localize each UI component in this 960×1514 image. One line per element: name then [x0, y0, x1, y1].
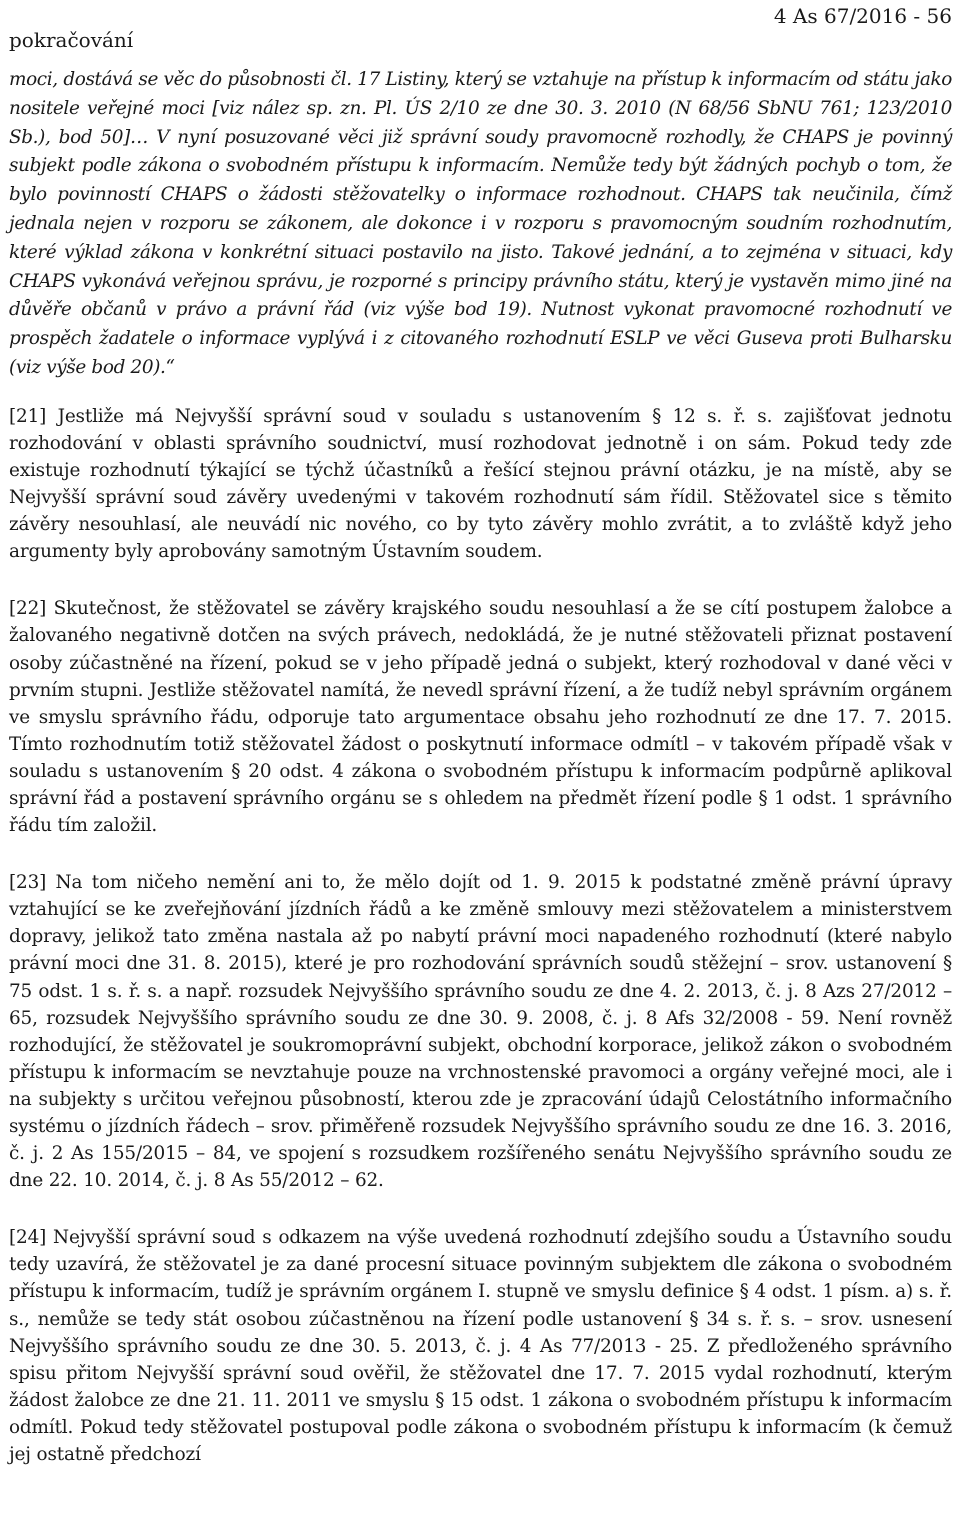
continuation-label: pokračování — [9, 28, 134, 52]
paragraph-22: [22] Skutečnost, že stěžovatel se závěry krajského soudu nesouhlasí a že se cítí postupem žalobce a žalovaného negativně dotčen na svých právech, nedokládá, že je nutné stěžovateli přiznat postavení osoby zúčastněné na řízení, pokud se v jeho případě jedná o subjekt, který rozhodoval v dané věci v prvním stupni. Jestliže stěžovatel namítá, že nevedl správní řízení, a že tudíž nebyl správním orgánem ve smyslu správního řádu, odporuje tato argumentace obsahu jeho rozhodnutí ze dne 17. 7. 2015. Tímto rozhodnutím totiž stěžovatel žádost o poskytnutí informace odmítl – v takovém případě však v souladu s ustanovením § 20 odst. 4 zákona o svobodném přístupu k informacím podpůrně aplikoval správní řád a postavení správního orgánu se s ohledem na předmět řízení podle § 1 odst. 1 správního řádu tím založil. — [9, 598, 952, 837]
paragraph-23: [23] Na tom ničeho nemění ani to, že mělo dojít od 1. 9. 2015 k podstatné změně právní úpravy vztahující se ke zveřejňování jízdních řádů a ke změně smlouvy mezi stěžovatelem a ministerstvem dopravy, jelikož tato změna nastala až po nabytí právní moci napadeného rozhodnutí (které nabylo právní moci dne 31. 8. 2015), které je pro rozhodování správních soudů stěžejní – srov. ustanovení § 75 odst. 1 s. ř. s. a např. rozsudek Nejvyššího správního soudu ze dne 4. 2. 2013, č. j. 8 Azs 27/2012 – 65, rozsudek Nejvyššího správního soudu ze dne 30. 9. 2008, č. j. 8 Afs 32/2008 - 59. Není rovněž rozhodující, že stěžovatel je soukromoprávní subjekt, obchodní korporace, jelikož zákon o svobodném přístupu k informacím se nevztahuje pouze na vrchnostenské pravomoci a orgány veřejné moci, ale i na subjekty s určitou veřejnou působností, kterou zde je zpracování údajů Celostátního informačního systému o jízdních řádech – srov. přiměřeně rozsudek Nejvyššího správního soudu ze dne 16. 3. 2016, č. j. 2 As 155/2015 – 84, ve spojení s rozsudkem rozšířeného senátu Nejvyššího správního soudu ze dne 22. 10. 2014, č. j. 8 As 55/2012 – 62. — [9, 872, 952, 1192]
page-header — [9, 0, 952, 60]
document-body — [9, 66, 952, 1498]
paragraph-24: [24] Nejvyšší správní soud s odkazem na výše uvedená rozhodnutí zdejšího soudu a Ústavního soudu tedy uzavírá, že stěžovatel je za dané procesní situace povinným subjektem dle zákona o svobodném přístupu k informacím, tudíž je správním orgánem I. stupně ve smyslu definice § 4 odst. 1 písm. a) s. ř. s., nemůže se tedy stát osobou zúčastněnou na řízení podle ustanovení § 34 s. ř. s. – srov. usnesení Nejvyššího správního soudu ze dne 30. 5. 2013, č. j. 4 As 77/2013 - 25. Z předloženého správního spisu přitom Nejvyšší správní soud ověřil, že stěžovatel dne 17. 7. 2015 vydal rozhodnutí, kterým žádost žalobce ze dne 21. 11. 2011 ve smyslu § 15 odst. 1 zákona o svobodném přístupu k informacím odmítl. Pokud tedy stěžovatel postupoval podle zákona o svobodném přístupu k informacím (k čemuž jej ostatně předchozí — [9, 1227, 952, 1466]
paragraph-21: [21] Jestliže má Nejvyšší správní soud v souladu s ustanovením § 12 s. ř. s. zajišťovat jednotu rozhodování v oblasti správního soudnictví, musí rozhodovat jednotně i on sám. Pokud tedy zde existuje rozhodnutí týkající se týchž účastníků a řešící stejnou právní otázku, je na místě, aby se Nejvyšší správní soud závěry uvedenými v takovém rozhodnutí sám řídil. Stěžovatel sice s těmito závěry nesouhlasí, ale neuvádí nic nového, co by tyto závěry mohlo zvrátit, a to zvláště když jeho argumenty byly aprobovány samotným Ústavním soudem. — [9, 405, 952, 563]
case-number: 4 As 67/2016 - 56 — [773, 4, 952, 28]
quoted-passage: moci, dostává se věc do působnosti čl. 17 Listiny, který se vztahuje na přístup k informacím od státu jako nositele veřejné moci [viz nález sp. zn. Pl. ÚS 2/10 ze dne 30. 3. 2010 (N 68/56 SbNU 761; 123/2010 Sb.), bod 50]… V nyní posuzované věci již správní soudy pravomocně rozhodly, že CHAPS je povinný subjekt podle zákona o svobodném přístupu k informacím. Nemůže tedy být žádných pochyb o tom, že bylo povinností CHAPS o žádosti stěžovatelky o informace rozhodnout. CHAPS tak neučinila, čímž jednala nejen v rozporu se zákonem, ale dokonce i v rozporu s pravomocným soudním rozhodnutím, které výklad zákona v konkrétní situaci postavilo na jisto. Takové jednání, a to zejména v situaci, kdy CHAPS vykonává veřejnou správu, je rozporné s principy právního státu, který je vystavěn mimo jiné na důvěře občanů v právo a právní řád (viz výše bod 19). Nutnost vykonat pravomocné rozhodnutí ve prospěch žadatele o informace vyplývá i z citovaného rozhodnutí ESLP ve věci Guseva proti Bulharsku (viz výše bod 20).“ — [9, 69, 952, 378]
